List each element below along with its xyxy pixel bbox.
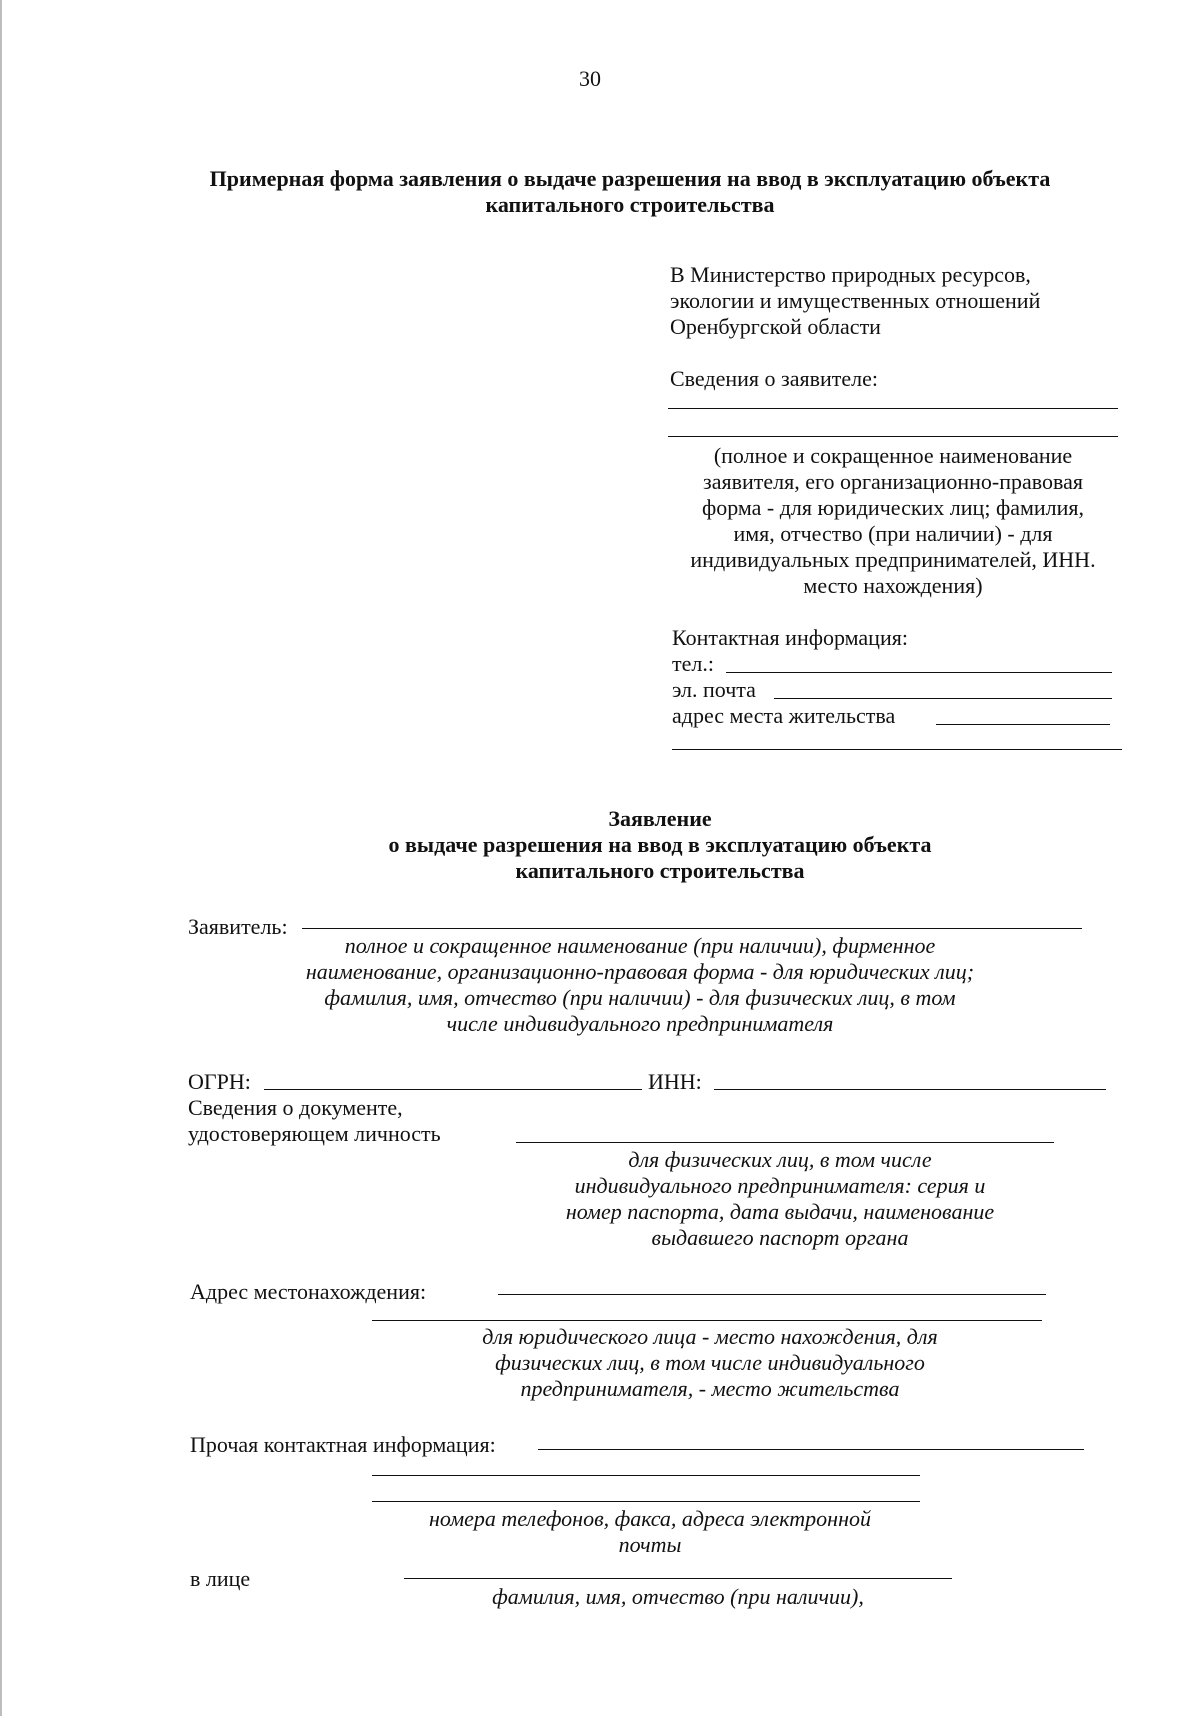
other-contacts-label: Прочая контактная информация:: [190, 1432, 496, 1457]
id-document-field[interactable]: [516, 1142, 1054, 1143]
email-field[interactable]: [774, 698, 1112, 699]
residence-address-field-line2[interactable]: [672, 749, 1122, 750]
represented-by-label: в лице: [190, 1566, 251, 1591]
phone-label: тел.:: [672, 651, 714, 676]
other-contacts-note-line: номера телефонов, факса, адреса электронной: [429, 1506, 871, 1531]
location-address-note-line: предпринимателя, - место жительства: [520, 1376, 900, 1401]
id-document-label-line2: удостоверяющем личность: [188, 1121, 441, 1146]
other-contacts-field-line3[interactable]: [372, 1501, 920, 1502]
inn-label: ИНН:: [648, 1069, 702, 1094]
id-document-note: [520, 1147, 1040, 1251]
applicant-info-line-2[interactable]: [668, 436, 1118, 437]
other-contacts-field-line2[interactable]: [372, 1475, 920, 1476]
applicant-info-note-line: индивидуальных предпринимателей, ИНН.: [690, 547, 1096, 572]
application-heading: Заявление: [608, 806, 712, 831]
applicant-info-note: [668, 443, 1118, 599]
id-document-note-line: для физических лиц, в том числе: [628, 1147, 932, 1172]
email-label: эл. почта: [672, 677, 756, 702]
applicant-field[interactable]: [302, 928, 1082, 929]
inn-field[interactable]: [714, 1089, 1106, 1090]
other-contacts-note: [380, 1506, 920, 1558]
applicant-note-line: фамилия, имя, отчество (при наличии) - для физических лиц, в том: [324, 985, 956, 1010]
contacts-label: Контактная информация:: [672, 625, 908, 650]
scan-edge: [0, 0, 2, 1716]
ogrn-field[interactable]: [264, 1089, 642, 1090]
application-subheading-line1: о выдаче разрешения на ввод в эксплуатацию объекта: [388, 832, 932, 857]
page-number: 30: [579, 66, 601, 91]
applicant-info-label: Сведения о заявителе:: [670, 366, 879, 391]
represented-by-field[interactable]: [404, 1578, 952, 1579]
form-title-line1: Примерная форма заявления о выдаче разрешения на ввод в эксплуатацию объекта: [209, 166, 1051, 191]
id-document-note-line: выдавшего паспорт органа: [651, 1225, 909, 1250]
ogrn-label: ОГРН:: [188, 1069, 251, 1094]
residence-address-field[interactable]: [936, 724, 1110, 725]
location-address-label: Адрес местонахождения:: [190, 1279, 427, 1304]
application-subheading-line2: капитального строительства: [515, 858, 805, 883]
applicant-note-line: наименование, организационно-правовая форма - для юридических лиц;: [305, 959, 975, 984]
phone-field[interactable]: [726, 672, 1112, 673]
recipient-line3: Оренбургской области: [670, 314, 881, 339]
location-address-field-line2[interactable]: [372, 1320, 1042, 1321]
recipient-line1: В Министерство природных ресурсов,: [670, 262, 1031, 287]
location-address-note: [420, 1324, 1000, 1402]
id-document-note-line: номер паспорта, дата выдачи, наименование: [565, 1199, 995, 1224]
recipient-line2: экологии и имущественных отношений: [670, 288, 1041, 313]
other-contacts-field[interactable]: [538, 1449, 1084, 1450]
applicant-note: [260, 933, 1020, 1037]
applicant-label: Заявитель:: [188, 914, 288, 939]
represented-by-note: фамилия, имя, отчество (при наличии),: [492, 1584, 864, 1609]
applicant-info-note-line: имя, отчество (при наличии) - для: [733, 521, 1053, 546]
applicant-info-note-line: форма - для юридических лиц; фамилия,: [701, 495, 1085, 520]
form-title-line2: капитального строительства: [485, 192, 775, 217]
location-address-field[interactable]: [498, 1294, 1046, 1295]
applicant-info-line-1[interactable]: [668, 408, 1118, 409]
id-document-note-line: индивидуального предпринимателя: серия и: [574, 1173, 986, 1198]
applicant-info-note-line: заявителя, его организационно-правовая: [703, 469, 1083, 494]
applicant-note-line: числе индивидуального предпринимателя: [446, 1011, 834, 1036]
residence-address-label: адрес места жительства: [672, 703, 896, 728]
other-contacts-note-line: почты: [618, 1532, 682, 1557]
applicant-info-note-line: место нахождения): [803, 573, 983, 598]
applicant-info-note-line: (полное и сокращенное наименование: [713, 443, 1073, 468]
location-address-note-line: для юридического лица - место нахождения, для: [482, 1324, 938, 1349]
id-document-label-line1: Сведения о документе,: [188, 1095, 403, 1120]
location-address-note-line: физических лиц, в том числе индивидуального: [495, 1350, 925, 1375]
applicant-note-line: полное и сокращенное наименование (при наличии), фирменное: [344, 933, 936, 958]
